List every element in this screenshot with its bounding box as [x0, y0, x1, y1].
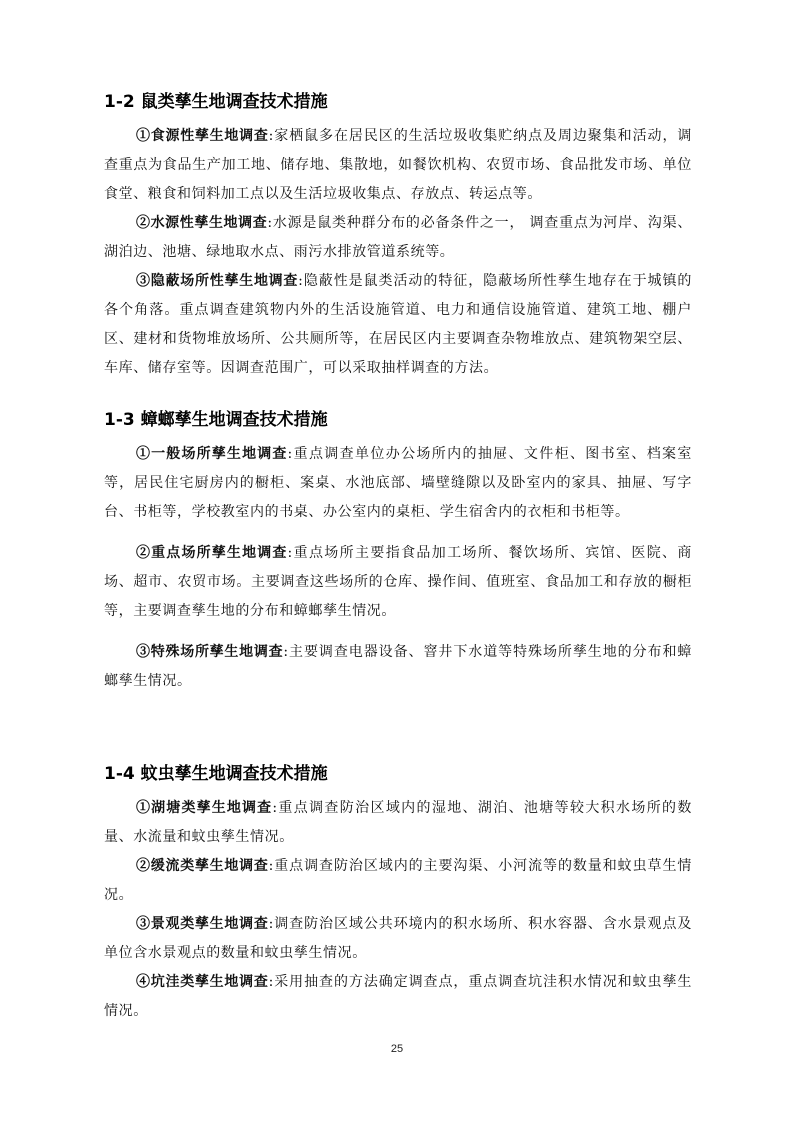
- paragraph-lead: ②水源性孳生地调查: [136, 215, 268, 231]
- paragraph-text: :家栖鼠多在居民区的生活垃圾收集贮纳点及周边聚集和活动，调查重点为食品生产加工地、储存地、集散地，如餐饮机构、农贸市场、食品批发市场、单位食堂、粮食和饲料加工点以及生活垃圾收集点、存放点、转运点等。: [104, 128, 692, 202]
- paragraph-text: :重点调查单位办公场所内的抽屉、文件柜、图书室、档案室等，居民住宅厨房内的橱柜、案桌、水池底部、墙壁缝隙以及卧室内的家具、抽屉、写字台、书柜等，学校教室内的书桌、办公室内的桌柜、学生宿舍内的衣柜和书柜等。: [104, 446, 693, 520]
- page-number: 25: [390, 1043, 404, 1055]
- section-heading: 1-2 鼠类孳生地调查技术措施: [104, 92, 328, 112]
- section-heading: 1-4 蚊虫孳生地调查技术措施: [104, 764, 328, 784]
- paragraph-lead: ②重点场所孳生地调查: [136, 545, 288, 561]
- paragraph-text: :调查防治区域公共环境内的积水场所、积水容器、含水景观点及单位含水景观点的数量和蚊虫孳生情况。: [104, 916, 692, 961]
- paragraph-lead: ③特殊场所孳生地调查: [136, 644, 284, 660]
- paragraph: [104, 539, 692, 626]
- paragraph-text: :重点调查防治区域内的主要沟渠、小河流等的数量和蚊虫草生情况。: [104, 858, 692, 903]
- paragraph: [104, 910, 692, 968]
- paragraph-text: :水源是鼠类种群分布的必备条件之一， 调查重点为河岸、沟渠、湖泊边、池塘、绿地取水点、雨污水排放管道系统等。: [104, 215, 692, 260]
- paragraph-text: :重点调查防治区域内的湿地、湖泊、池塘等较大积水场所的数量、水流量和蚊虫孳生情况。: [104, 800, 692, 845]
- paragraph-lead: ②缓流类孳生地调查: [136, 858, 269, 874]
- section-heading: 1-3 蟑螂孳生地调查技术措施: [104, 410, 328, 430]
- paragraph-lead: ③景观类孳生地调查: [136, 916, 269, 932]
- paragraph-lead: ①湖塘类孳生地调查: [136, 800, 273, 816]
- paragraph-lead: ①食源性孳生地调查: [136, 128, 269, 144]
- paragraph: [104, 267, 692, 383]
- paragraph-lead: ③隐蔽场所性孳生地调查: [136, 273, 299, 289]
- paragraph-text: :采用抽查的方法确定调查点，重点调查坑洼积水情况和蚊虫孳生情况。: [104, 974, 692, 1019]
- paragraph: [104, 122, 692, 209]
- paragraph-text: :隐蔽性是鼠类活动的特征，隐蔽场所性孳生地存在于城镇的各个角落。重点调查建筑物内外的生活设施管道、电力和通信设施管道、建筑工地、棚户区、建材和货物堆放场所、公共厕所等，在居民区内主要调查杂物堆放点、建筑物架空层、车库、储存室等。因调查范围广，可以采取抽样调查的方法。: [104, 273, 692, 376]
- paragraph: [104, 638, 692, 696]
- paragraph-text: :主要调查电器设备、窨井下水道等特殊场所孳生地的分布和蟑螂孳生情况。: [104, 644, 693, 689]
- paragraph: [104, 209, 692, 267]
- paragraph: [104, 852, 692, 910]
- paragraph: [104, 794, 692, 852]
- paragraph: [104, 968, 692, 1026]
- section-mosquito: [104, 764, 692, 1026]
- section-cockroach: [104, 410, 692, 696]
- paragraph-text: :重点场所主要指食品加工场所、餐饮场所、宾馆、医院、商场、超市、农贸市场。主要调查这些场所的仓库、操作间、值班室、食品加工和存放的橱柜等，主要调查孳生地的分布和蟑螂孳生情况。: [104, 545, 693, 619]
- paragraph-lead: ①一般场所孳生地调查: [136, 446, 288, 462]
- paragraph-lead: ④坑洼类孳生地调查: [136, 974, 269, 990]
- paragraph: [104, 440, 692, 527]
- section-rodent: [104, 92, 692, 383]
